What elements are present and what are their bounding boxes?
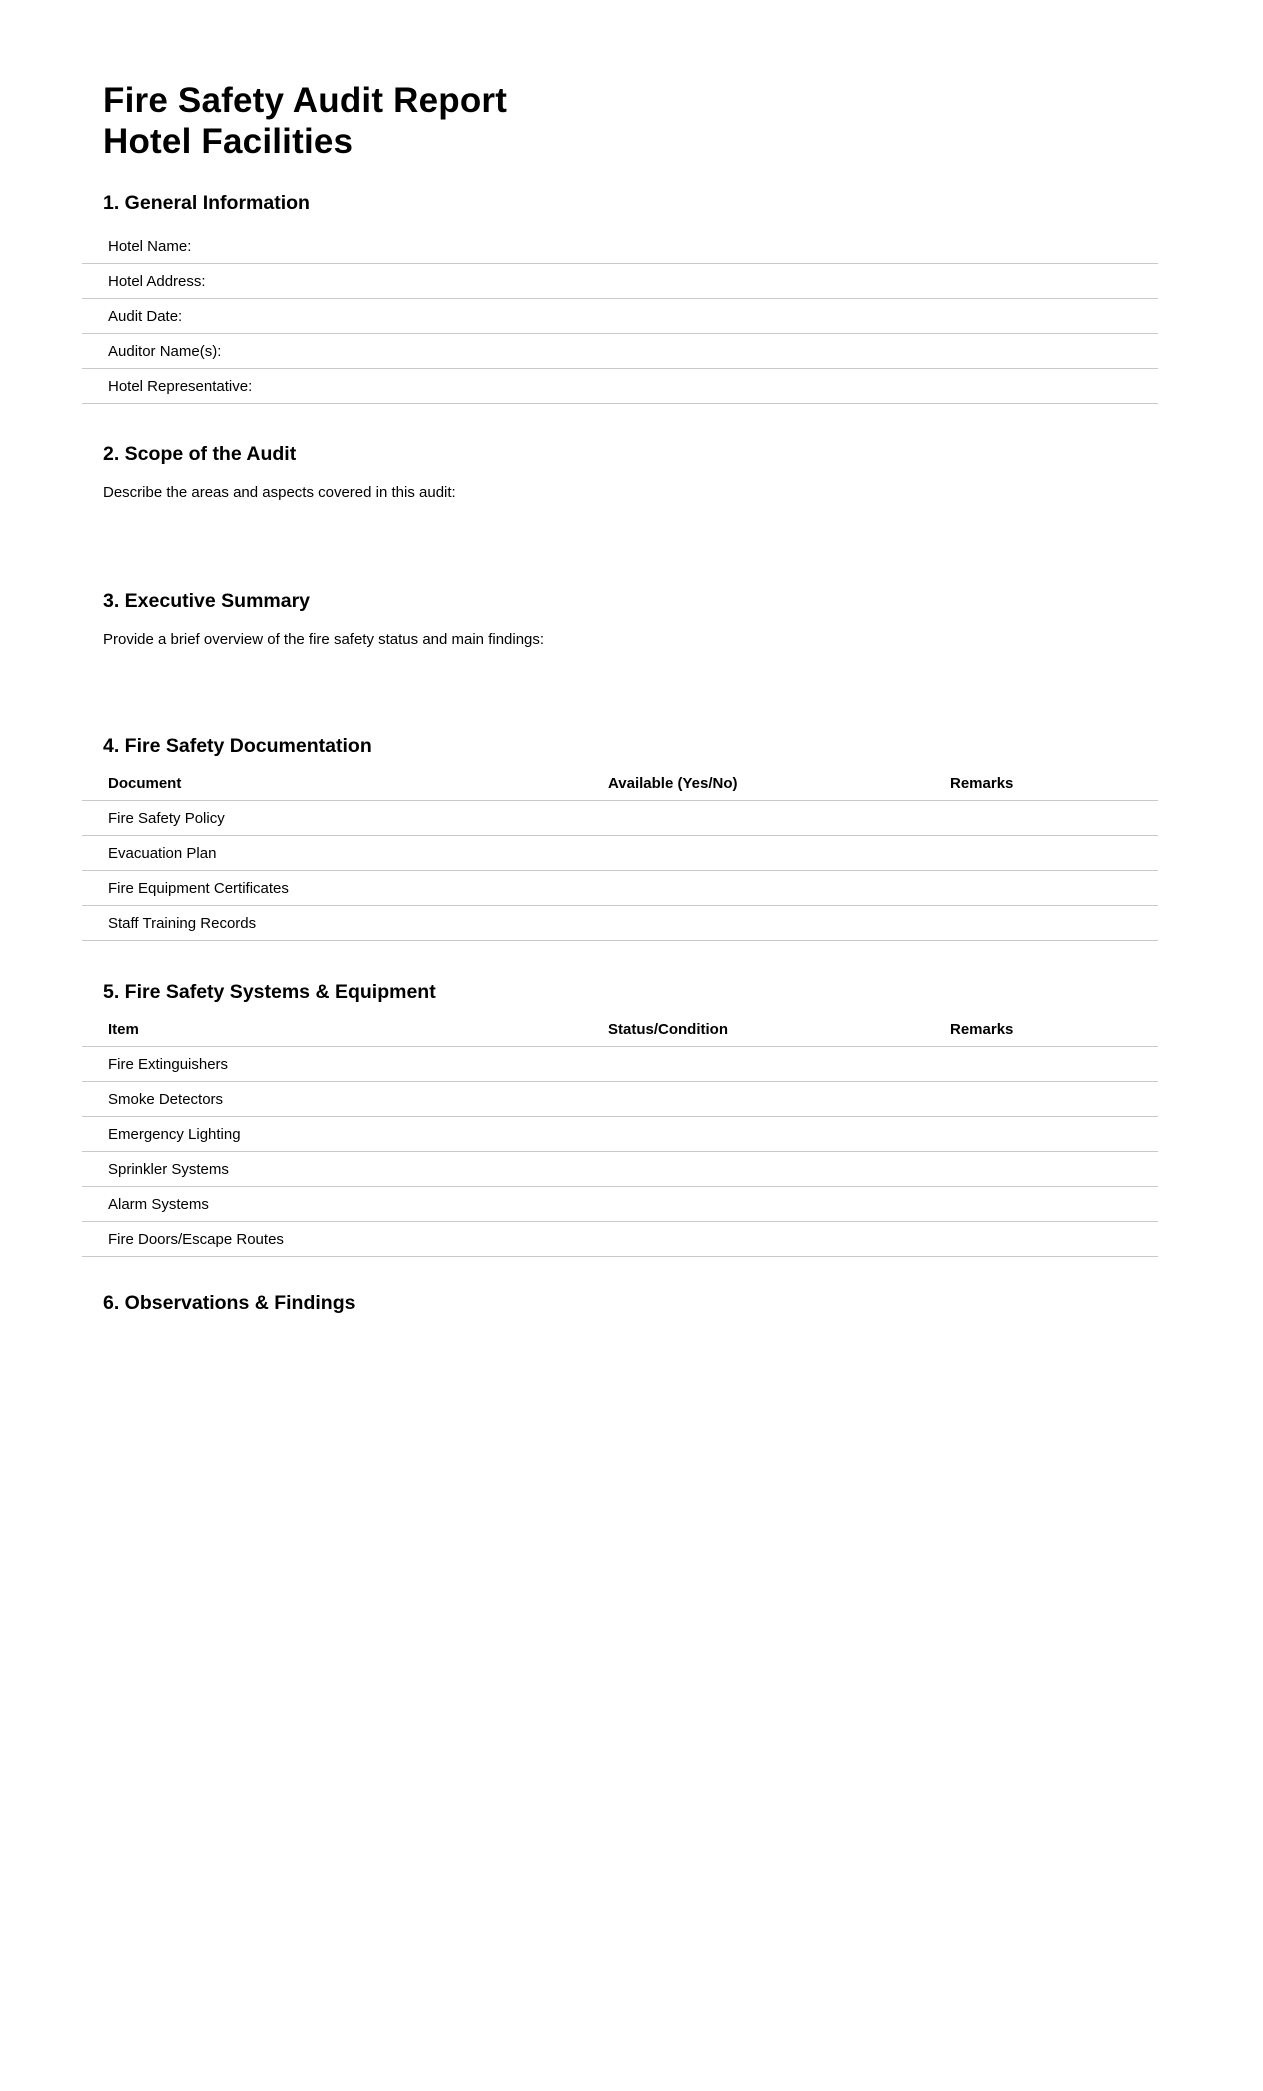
remarks-cell-blank xyxy=(924,1047,1158,1082)
table-header-row xyxy=(82,1012,1158,1047)
column-header-document: Document xyxy=(82,766,582,801)
available-cell-blank xyxy=(582,906,924,941)
section-heading-general-information: 1. General Information xyxy=(103,192,310,214)
table-row xyxy=(82,871,1158,906)
general-information-table xyxy=(82,229,1158,404)
table-row xyxy=(82,836,1158,871)
remarks-cell-blank xyxy=(924,1152,1158,1187)
table-row xyxy=(82,1117,1158,1152)
item-cell-emergency-lighting: Emergency Lighting xyxy=(82,1117,582,1152)
section-heading-executive-summary: 3. Executive Summary xyxy=(103,590,311,612)
remarks-cell-blank xyxy=(924,1117,1158,1152)
status-cell-blank xyxy=(582,1152,924,1187)
field-label-auditor-names: Auditor Name(s): xyxy=(82,334,1158,369)
form-field-row xyxy=(82,264,1158,299)
remarks-cell-blank xyxy=(924,1187,1158,1222)
document-content xyxy=(82,0,1158,1314)
documentation-table xyxy=(82,766,1158,941)
table-header-row xyxy=(82,766,1158,801)
remarks-cell-blank xyxy=(924,836,1158,871)
form-field-row xyxy=(82,334,1158,369)
table-row xyxy=(82,1187,1158,1222)
systems-equipment-table xyxy=(82,1012,1158,1257)
document-cell-fire-safety-policy: Fire Safety Policy xyxy=(82,801,582,836)
remarks-cell-blank xyxy=(924,871,1158,906)
document-title-line1: Fire Safety Audit Report xyxy=(103,81,508,120)
available-cell-blank xyxy=(582,836,924,871)
status-cell-blank xyxy=(582,1187,924,1222)
table-row xyxy=(82,1082,1158,1117)
section-heading-observations-clipped: 6. Observations & Findings xyxy=(103,1292,356,1314)
form-field-row xyxy=(82,369,1158,404)
item-cell-alarm-systems: Alarm Systems xyxy=(82,1187,582,1222)
form-field-row xyxy=(82,299,1158,334)
column-header-available: Available (Yes/No) xyxy=(582,766,924,801)
status-cell-blank xyxy=(582,1117,924,1152)
document-cell-fire-equipment-certificates: Fire Equipment Certificates xyxy=(82,871,582,906)
table-row xyxy=(82,1047,1158,1082)
column-header-remarks: Remarks xyxy=(924,1012,1158,1047)
remarks-cell-blank xyxy=(924,906,1158,941)
section-heading-documentation: 4. Fire Safety Documentation xyxy=(103,735,372,757)
status-cell-blank xyxy=(582,1222,924,1257)
available-cell-blank xyxy=(582,801,924,836)
column-header-item: Item xyxy=(82,1012,582,1047)
section-heading-systems-equipment: 5. Fire Safety Systems & Equipment xyxy=(103,981,436,1003)
item-cell-smoke-detectors: Smoke Detectors xyxy=(82,1082,582,1117)
item-cell-fire-doors-escape-routes: Fire Doors/Escape Routes xyxy=(82,1222,582,1257)
field-label-hotel-address: Hotel Address: xyxy=(82,264,1158,299)
item-cell-fire-extinguishers: Fire Extinguishers xyxy=(82,1047,582,1082)
document-cell-staff-training-records: Staff Training Records xyxy=(82,906,582,941)
table-row xyxy=(82,1222,1158,1257)
document-cell-evacuation-plan: Evacuation Plan xyxy=(82,836,582,871)
form-field-row xyxy=(82,229,1158,264)
available-cell-blank xyxy=(582,871,924,906)
remarks-cell-blank xyxy=(924,1222,1158,1257)
field-label-hotel-name: Hotel Name: xyxy=(82,229,1158,264)
column-header-status-condition: Status/Condition xyxy=(582,1012,924,1047)
remarks-cell-blank xyxy=(924,1082,1158,1117)
document-title xyxy=(103,80,1158,162)
status-cell-blank xyxy=(582,1082,924,1117)
executive-summary-prompt-text: Provide a brief overview of the fire safety status and main findings: xyxy=(103,631,545,648)
table-row xyxy=(82,801,1158,836)
column-header-remarks: Remarks xyxy=(924,766,1158,801)
remarks-cell-blank xyxy=(924,801,1158,836)
status-cell-blank xyxy=(582,1047,924,1082)
scope-prompt-text: Describe the areas and aspects covered in this audit: xyxy=(103,484,456,501)
section-heading-scope: 2. Scope of the Audit xyxy=(103,443,297,465)
document-title-line2: Hotel Facilities xyxy=(103,122,354,161)
table-row xyxy=(82,1152,1158,1187)
field-label-hotel-representative: Hotel Representative: xyxy=(82,369,1158,404)
table-row xyxy=(82,906,1158,941)
field-label-audit-date: Audit Date: xyxy=(82,299,1158,334)
item-cell-sprinkler-systems: Sprinkler Systems xyxy=(82,1152,582,1187)
